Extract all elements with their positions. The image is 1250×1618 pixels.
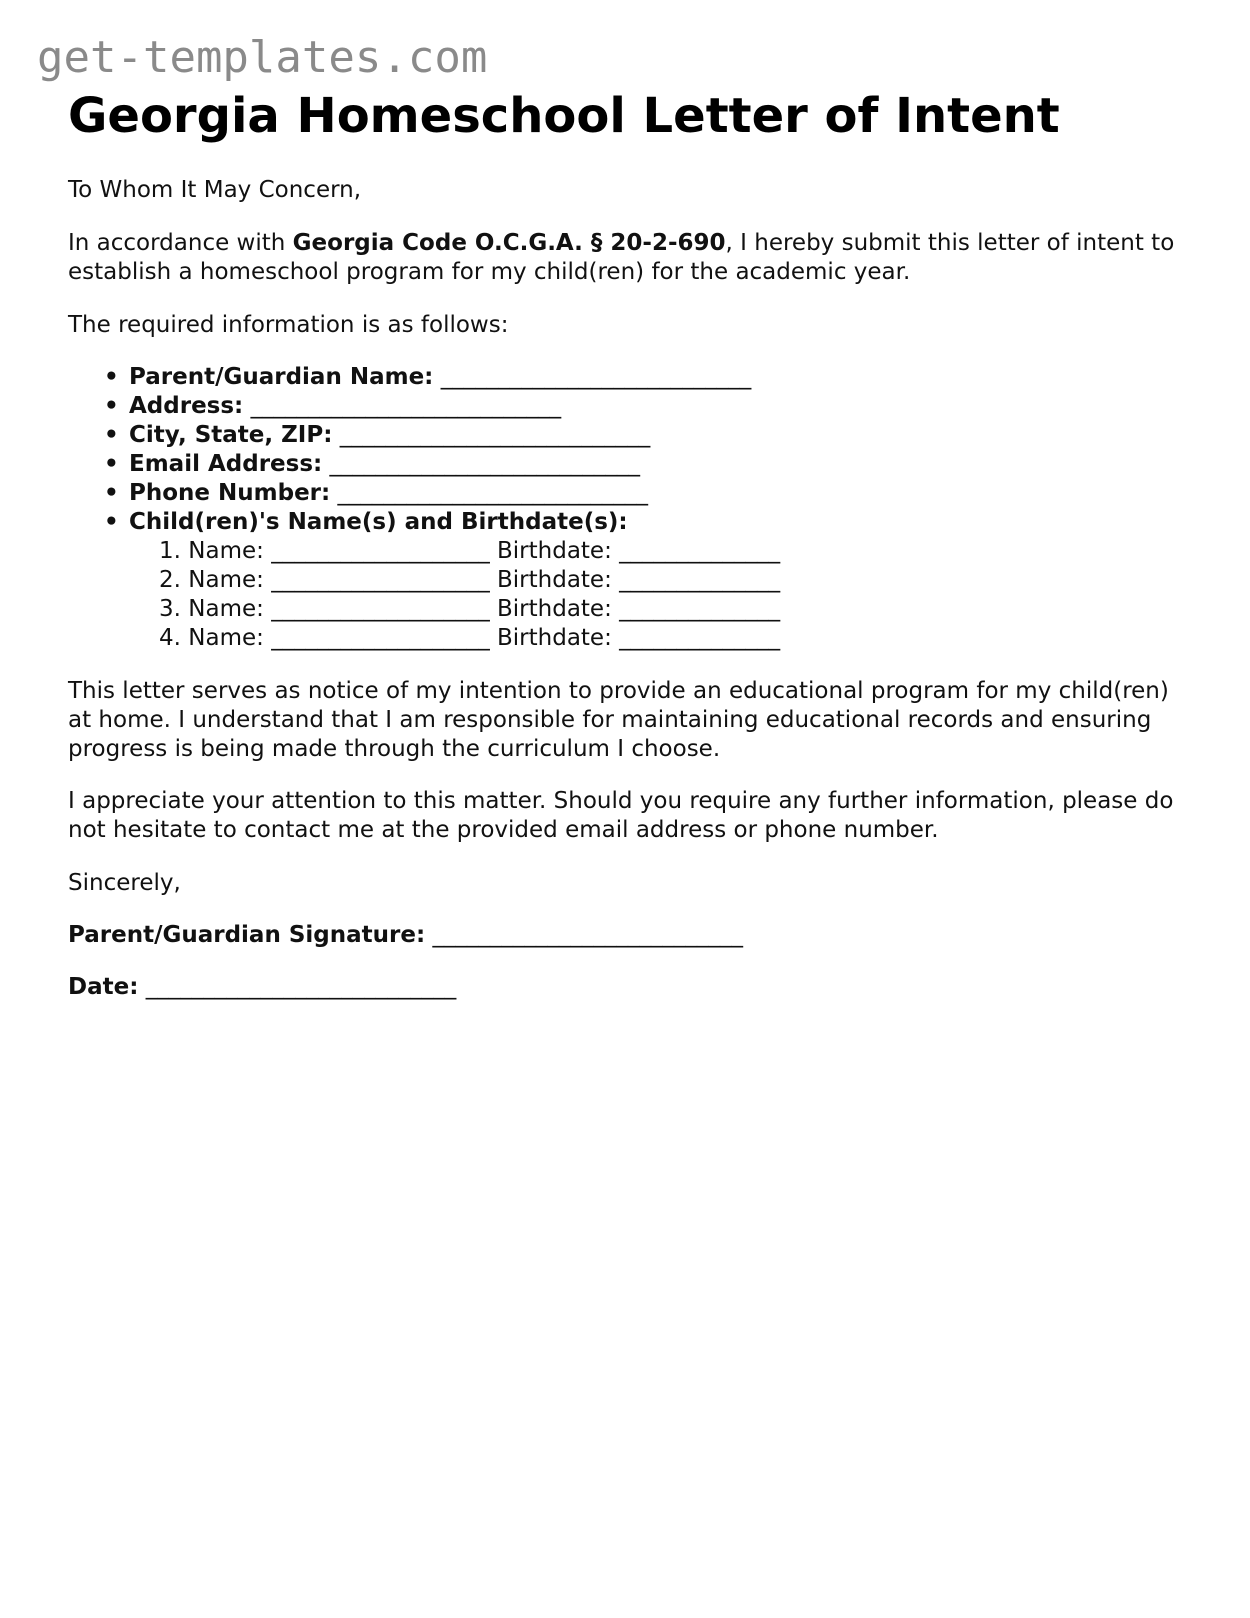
field-label: Child(ren)'s Name(s) and Birthdate(s): bbox=[129, 509, 628, 535]
child-name-blank[interactable]: ___________________ bbox=[271, 596, 490, 622]
bullet-icon: • bbox=[104, 509, 119, 535]
child-birthdate-label: Birthdate: bbox=[497, 567, 612, 593]
phone-blank[interactable]: ___________________________ bbox=[337, 480, 649, 506]
page-title: Georgia Homeschool Letter of Intent bbox=[68, 88, 1060, 144]
child-birthdate-blank[interactable]: ______________ bbox=[619, 538, 781, 564]
child-birthdate-label: Birthdate: bbox=[497, 625, 612, 651]
watermark: get-templates.com bbox=[37, 32, 488, 83]
letter-document bbox=[68, 86, 1188, 1002]
child-name-label: Name: bbox=[188, 567, 264, 593]
required-fields-list bbox=[68, 363, 1188, 653]
child-number: 1. bbox=[159, 538, 181, 564]
closing: Sincerely, bbox=[68, 870, 181, 896]
signature-blank[interactable]: ___________________________ bbox=[432, 922, 743, 948]
date-blank[interactable]: ___________________________ bbox=[145, 974, 457, 1000]
child-number: 2. bbox=[159, 567, 181, 593]
field-children-names-birthdates bbox=[104, 508, 1188, 653]
child-name-label: Name: bbox=[188, 596, 264, 622]
bullet-icon: • bbox=[104, 422, 119, 448]
legal-code-reference: Georgia Code O.C.G.A. § 20-2-690 bbox=[292, 230, 726, 256]
field-label: Address: bbox=[129, 393, 244, 419]
date-label: Date: bbox=[68, 974, 139, 1000]
signature-label: Parent/Guardian Signature: bbox=[68, 922, 426, 948]
field-label: Phone Number: bbox=[129, 480, 331, 506]
email-blank[interactable]: ___________________________ bbox=[329, 451, 641, 477]
intro-paragraph bbox=[68, 229, 1188, 287]
greeting: To Whom It May Concern, bbox=[68, 177, 362, 203]
bullet-icon: • bbox=[104, 480, 119, 506]
field-label: City, State, ZIP: bbox=[129, 422, 333, 448]
address-blank[interactable]: ___________________________ bbox=[250, 393, 562, 419]
bullet-icon: • bbox=[104, 364, 119, 390]
field-city-state-zip bbox=[104, 421, 1188, 450]
field-address bbox=[104, 392, 1188, 421]
field-email-address bbox=[104, 450, 1188, 479]
child-birthdate-label: Birthdate: bbox=[497, 538, 612, 564]
child-name-blank[interactable]: ___________________ bbox=[271, 538, 490, 564]
field-phone-number bbox=[104, 479, 1188, 508]
child-birthdate-blank[interactable]: ______________ bbox=[619, 567, 781, 593]
child-number: 4. bbox=[159, 625, 181, 651]
date-line bbox=[68, 973, 1188, 1002]
required-info-intro: The required information is as follows: bbox=[68, 312, 509, 338]
children-list bbox=[129, 537, 1188, 653]
intro-text-after: , I hereby submit this letter of intent to establish a homeschool program for my child(ren) for the academic year. bbox=[68, 230, 1175, 285]
child-entry bbox=[159, 595, 1188, 624]
bullet-icon: • bbox=[104, 451, 119, 477]
child-birthdate-blank[interactable]: ______________ bbox=[619, 596, 781, 622]
child-entry bbox=[159, 566, 1188, 595]
intro-text-before: In accordance with bbox=[68, 230, 293, 256]
body-paragraph-notice: This letter serves as notice of my intention to provide an educational program for my child(ren) at home. I understand that I am responsible for maintaining educational records and ensuring progress is being made through the curriculum I choose. bbox=[68, 678, 1169, 762]
parent-name-blank[interactable]: ___________________________ bbox=[440, 364, 752, 390]
city-state-zip-blank[interactable]: ___________________________ bbox=[339, 422, 651, 448]
child-birthdate-blank[interactable]: ______________ bbox=[619, 625, 781, 651]
child-name-label: Name: bbox=[188, 538, 264, 564]
child-entry bbox=[159, 537, 1188, 566]
child-entry bbox=[159, 624, 1188, 653]
field-parent-guardian-name bbox=[104, 363, 1188, 392]
body-paragraph-appreciation: I appreciate your attention to this matter. Should you require any further information, please do not hesitate to contact me at the provided email address or phone number. bbox=[68, 788, 1174, 843]
child-name-blank[interactable]: ___________________ bbox=[271, 567, 490, 593]
field-label: Email Address: bbox=[129, 451, 323, 477]
child-number: 3. bbox=[159, 596, 181, 622]
child-birthdate-label: Birthdate: bbox=[497, 596, 612, 622]
field-label: Parent/Guardian Name: bbox=[129, 364, 434, 390]
child-name-label: Name: bbox=[188, 625, 264, 651]
child-name-blank[interactable]: ___________________ bbox=[271, 625, 490, 651]
bullet-icon: • bbox=[104, 393, 119, 419]
signature-line bbox=[68, 921, 1188, 950]
